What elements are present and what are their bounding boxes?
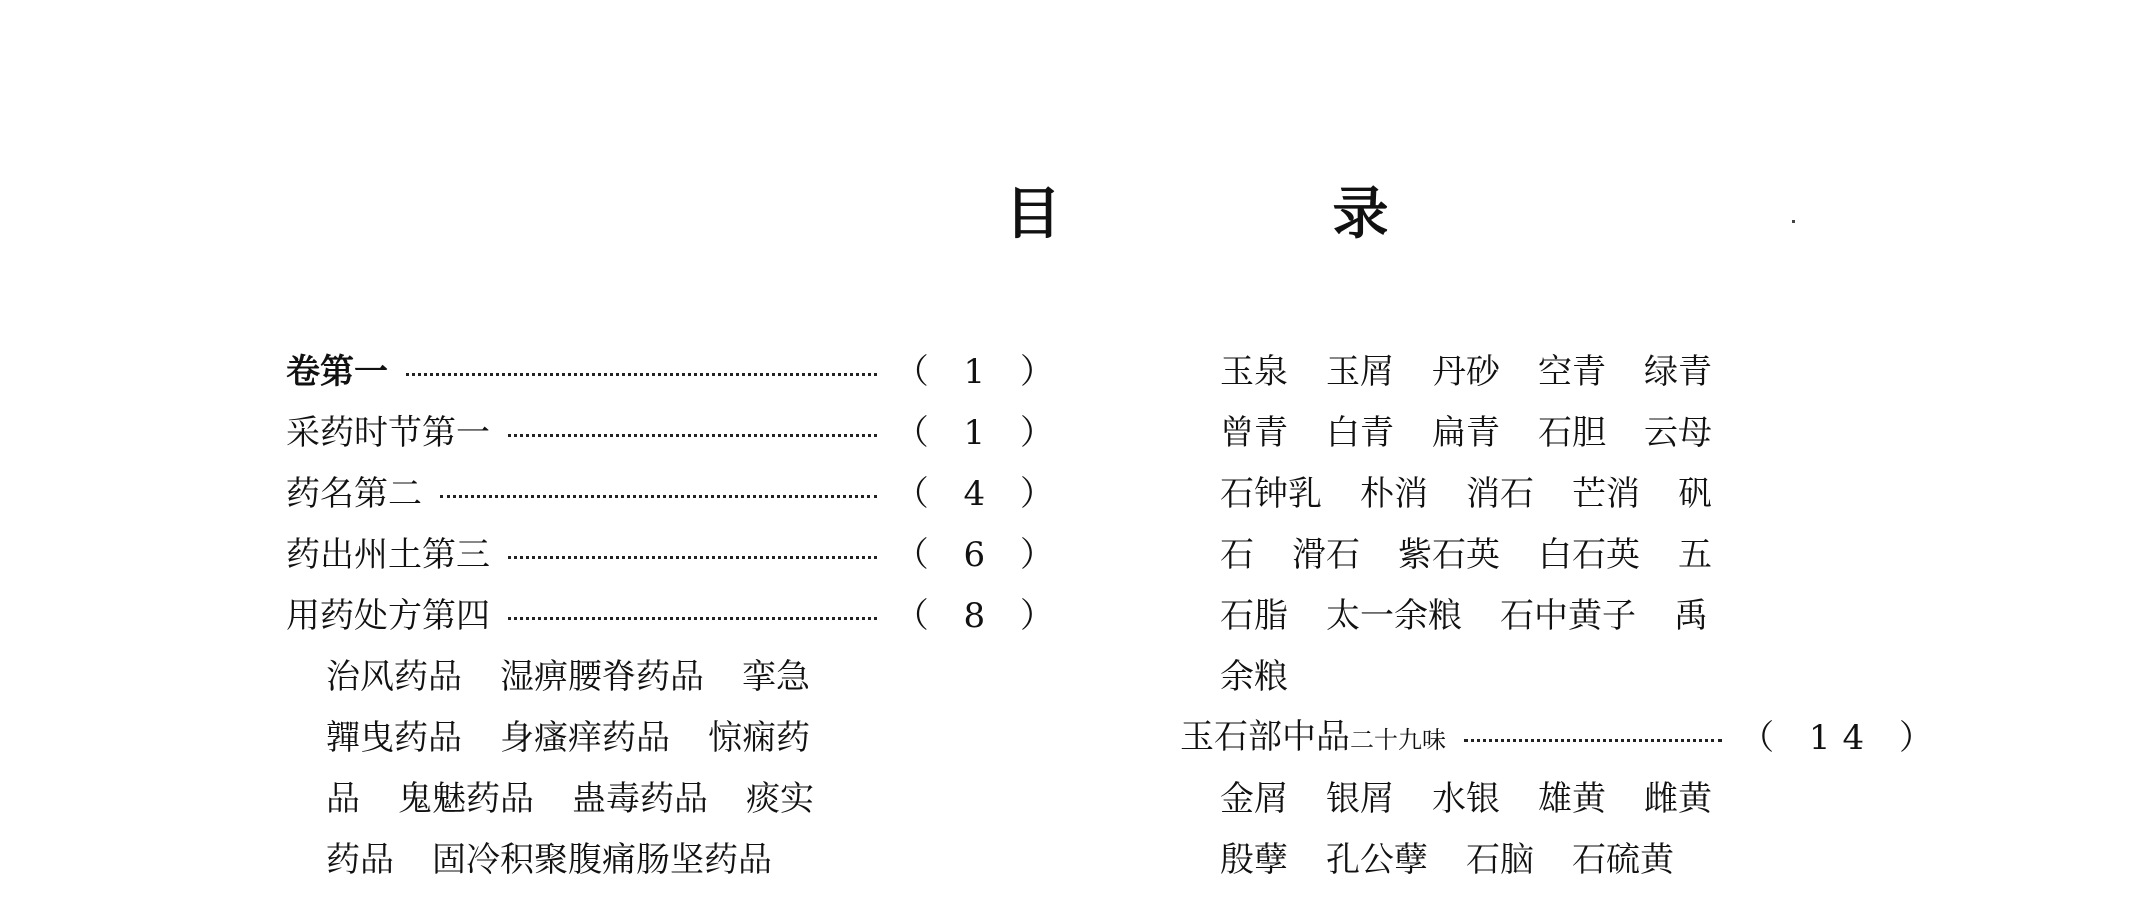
toc-subitem: 挛急 (742, 657, 810, 697)
toc-entry-label: 用药处方第四 (286, 596, 490, 636)
toc-subitems-line (286, 708, 1066, 769)
dot-leader (440, 495, 877, 498)
toc-subitems-line (286, 830, 1066, 891)
toc-right-column (1180, 342, 1945, 891)
toc-subitem: 石脂 (1220, 596, 1288, 636)
toc-entry-page: （ 4 ） (894, 474, 1066, 514)
toc-subitems-line (1180, 586, 1945, 647)
dot-leader (406, 373, 877, 376)
toc-subitems-line (1180, 525, 1945, 586)
toc-subitem: 消石 (1466, 474, 1534, 514)
dot-leader (508, 556, 877, 559)
toc-subitem: 玉屑 (1326, 352, 1394, 392)
toc-subitem: 金屑 (1220, 779, 1288, 819)
toc-entry-page: （ 14 ） (1740, 718, 1945, 758)
toc-entry-label: 卷第一 (286, 352, 388, 392)
toc-subitem: 绿青 (1644, 352, 1712, 392)
toc-subitem: 湿痹腰脊药品 (500, 657, 704, 697)
toc-entry-label: 药出州土第三 (286, 535, 490, 575)
dot-leader (508, 617, 877, 620)
dot-leader (1464, 739, 1722, 742)
toc-subitem: 矾 (1678, 474, 1712, 514)
toc-entry-label (1180, 707, 1446, 771)
toc-subitems-line (1180, 403, 1945, 464)
toc-subitem: 扁青 (1432, 413, 1500, 453)
toc-entry[interactable] (286, 525, 1066, 586)
toc-subitem: 药品 (326, 840, 394, 880)
toc-subitem: 五 (1678, 535, 1712, 575)
toc-subitems-line (1180, 769, 1945, 830)
toc-subitem: 身瘙痒药品 (500, 718, 670, 758)
toc-entry-page: （ 1 ） (894, 352, 1066, 392)
toc-subitem: 品 (326, 779, 360, 819)
toc-subitem: 治风药品 (326, 657, 462, 697)
toc-subitem: 嚲曳药品 (326, 718, 462, 758)
toc-subitem: 白石英 (1538, 535, 1640, 575)
toc-subitem: 太一余粮 (1326, 596, 1462, 636)
toc-subitem: 芒消 (1572, 474, 1640, 514)
toc-subitem: 石钟乳 (1220, 474, 1322, 514)
toc-subitem: 惊痫药 (708, 718, 810, 758)
toc-subitem: 石硫黄 (1572, 840, 1674, 880)
toc-subitem: 石脑 (1466, 840, 1534, 880)
toc-subitem: 固冷积聚腹痛肠坚药品 (432, 840, 772, 880)
toc-subitem: 玉泉 (1220, 352, 1288, 392)
toc-subitem: 雌黄 (1644, 779, 1712, 819)
toc-entry[interactable] (286, 403, 1066, 464)
toc-subitem: 石中黄子 (1500, 596, 1636, 636)
toc-subitem: 蛊毒药品 (572, 779, 708, 819)
toc-entry[interactable] (286, 342, 1066, 403)
toc-subitem: 石胆 (1538, 413, 1606, 453)
toc-subitem: 曾青 (1220, 413, 1288, 453)
toc-subitem: 白青 (1326, 413, 1394, 453)
toc-subitem: 朴消 (1360, 474, 1428, 514)
toc-subitem: 雄黄 (1538, 779, 1606, 819)
toc-subitem: 余粮 (1220, 657, 1288, 697)
toc-subitems-line (1180, 647, 1945, 708)
scan-speck (1792, 220, 1795, 223)
toc-entry[interactable] (1180, 708, 1945, 769)
page-title: 目 录 (1005, 181, 1515, 247)
toc-subitem: 紫石英 (1398, 535, 1500, 575)
toc-subitem: 石 (1220, 535, 1254, 575)
toc-entry[interactable] (286, 586, 1066, 647)
dot-leader (508, 434, 877, 437)
toc-left-column (286, 342, 1066, 891)
toc-subitems-line (1180, 830, 1945, 891)
toc-subitem: 银屑 (1326, 779, 1394, 819)
toc-subitem: 空青 (1538, 352, 1606, 392)
toc-subitem: 殷孽 (1220, 840, 1288, 880)
toc-subitem: 孔公孽 (1326, 840, 1428, 880)
toc-entry-page: （ 8 ） (894, 596, 1066, 636)
toc-subitem: 禹 (1674, 596, 1708, 636)
toc-subitems-line (1180, 342, 1945, 403)
toc-subitems-line (286, 647, 1066, 708)
toc-entry-label-suffix: 二十九味 (1350, 725, 1446, 754)
toc-subitem: 鬼魅药品 (398, 779, 534, 819)
toc-subitem: 痰实 (746, 779, 814, 819)
toc-entry-page: （ 6 ） (894, 535, 1066, 575)
toc-subitem: 丹砂 (1432, 352, 1500, 392)
toc-subitems-line (1180, 464, 1945, 525)
toc-subitem: 云母 (1644, 413, 1712, 453)
toc-entry-label: 药名第二 (286, 474, 422, 514)
toc-entry-label: 采药时节第一 (286, 413, 490, 453)
toc-subitem: 滑石 (1292, 535, 1360, 575)
toc-subitems-line (286, 769, 1066, 830)
toc-entry[interactable] (286, 464, 1066, 525)
toc-entry-page: （ 1 ） (894, 413, 1066, 453)
toc-subitem: 水银 (1432, 779, 1500, 819)
toc-entry-label-main: 玉石部中品 (1180, 716, 1350, 757)
